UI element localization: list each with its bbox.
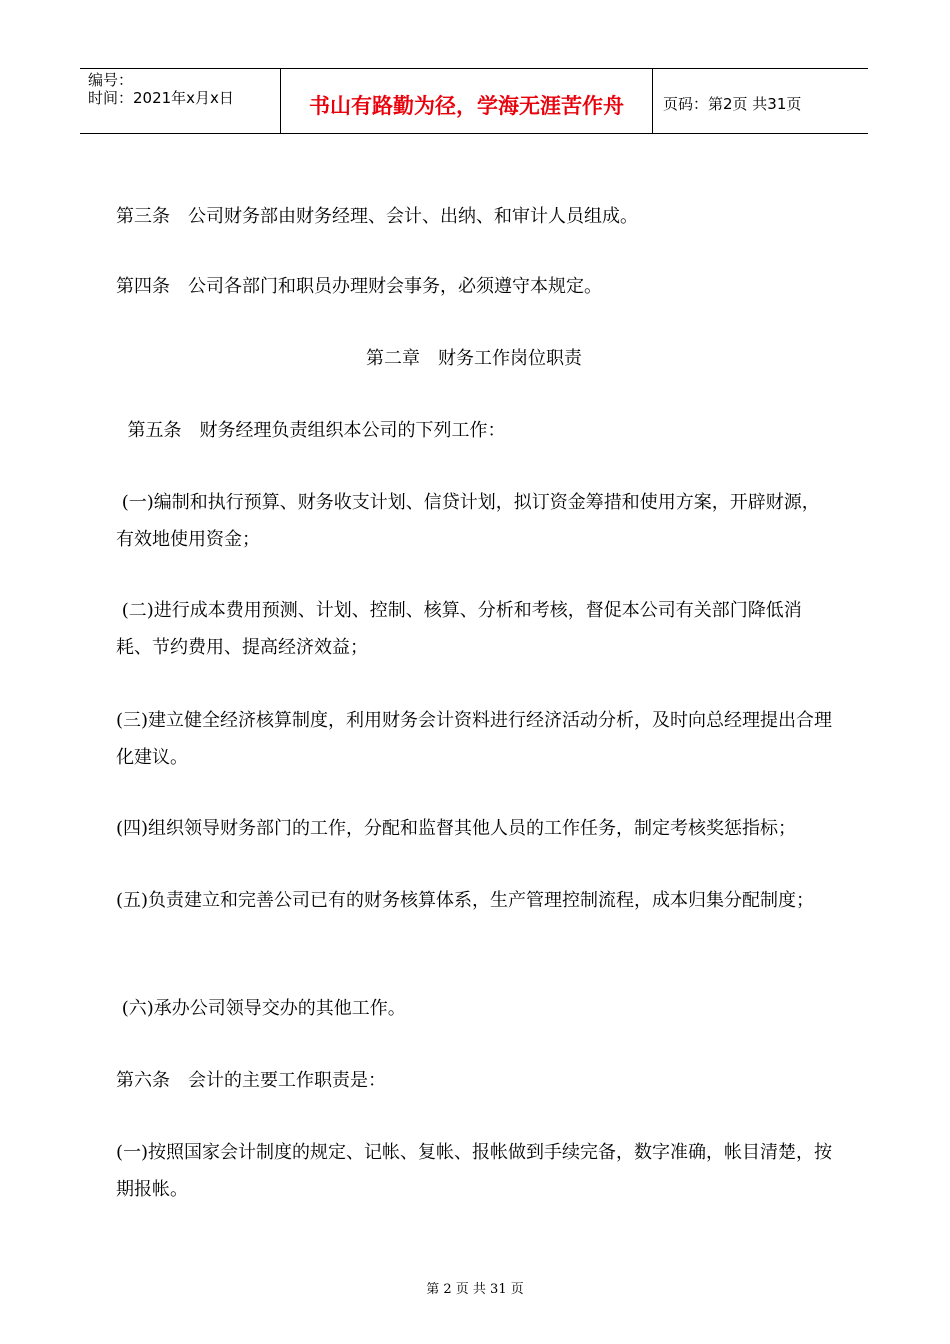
header-page-info: 页码：第2页 共31页 [663,94,802,113]
time-label: 时间：2021年x月x日 [88,89,234,107]
article-5-item-5: (五)负责建立和完善公司已有的财务核算体系，生产管理控制流程，成本归集分配制度； [116,890,815,911]
article-5-item-3: (三)建立健全经济核算制度，利用财务会计资料进行经济活动分析，及时向总经理提出合理化建议。 [116,710,833,768]
article-6-item-1: (一)按照国家会计制度的规定、记帐、复帐、报帐做到手续完备，数字准确，帐目清楚，按期报帐。 [116,1142,833,1200]
article-5-item-6: (六)承办公司领导交办的其他工作。 [116,998,406,1019]
article-5-item-2: (二)进行成本费用预测、计划、控制、核算、分析和考核，督促本公司有关部门降低消耗、节约费用、提高经济效益； [116,600,802,658]
chapter-title: 第二章 财务工作岗位职责 [366,348,582,369]
article-4: 第四条 公司各部门和职员办理财会事务，必须遵守本规定。 [116,276,602,297]
header-meta [80,69,281,133]
page-header [80,68,868,134]
page-footer: 第 2 页 共 31 页 [426,1282,524,1297]
article-5-item-1: (一)编制和执行预算、财务收支计划、信贷计划，拟订资金筹措和使用方案，开辟财源，有效地使用资金； [116,492,820,550]
article-5-item-4: (四)组织领导财务部门的工作，分配和监督其他人员的工作任务，制定考核奖惩指标； [116,818,797,839]
number-label: 编号： [88,71,134,89]
article-5: 第五条 财务经理负责组织本公司的下列工作： [116,420,506,441]
article-6: 第六条 会计的主要工作职责是： [116,1070,386,1091]
header-slogan: 书山有路勤为径，学海无涯苦作舟 [281,69,653,133]
article-3: 第三条 公司财务部由财务经理、会计、出纳、和审计人员组成。 [116,206,638,227]
